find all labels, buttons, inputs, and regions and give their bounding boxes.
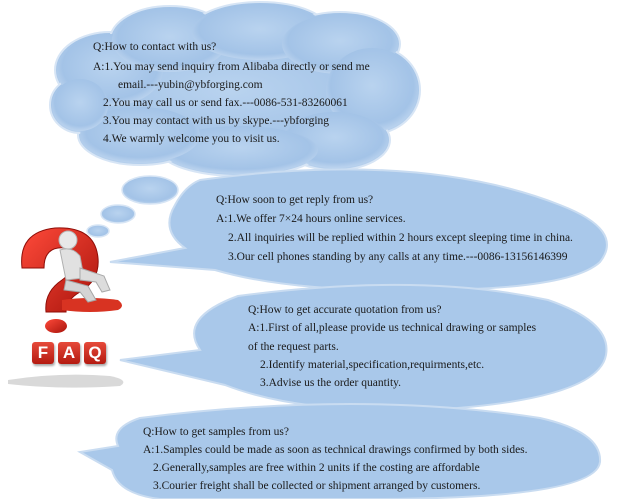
answer-contact-1b: email.---yubin@ybforging.com — [118, 79, 263, 91]
question-samples: Q:How to get samples from us? — [143, 426, 289, 438]
answer-quotation-1b: of the request parts. — [248, 341, 339, 353]
faq-letter-q: Q — [84, 342, 106, 364]
answer-samples-2: 2.Generally,samples are free within 2 units if the costing are affordable — [153, 462, 480, 474]
question-contact: Q:How to contact with us? — [93, 41, 217, 53]
answer-reply-1: A:1.We offer 7×24 hours online services. — [216, 213, 406, 225]
answer-contact-2: 2.You may call us or send fax.---0086-531-83260061 — [103, 97, 348, 109]
answer-reply-2: 2.All inquiries will be replied within 2 hours except sleeping time in china. — [228, 232, 573, 244]
question-mark-figure — [22, 228, 122, 333]
answer-contact-4: 4.We warmly welcome you to visit us. — [103, 133, 280, 145]
question-reply: Q:How soon to get reply from us? — [216, 194, 374, 206]
answer-quotation-3: 3.Advise us the order quantity. — [260, 377, 402, 389]
faq-shadow — [8, 375, 123, 388]
answer-contact-3: 3.You may contact with us by skype.---ybforging — [103, 115, 330, 127]
question-quotation: Q:How to get accurate quotation from us? — [248, 304, 442, 316]
faq-letter-f: F — [32, 342, 54, 364]
answer-contact-1: A:1.You may send inquiry from Alibaba directly or send me — [93, 61, 370, 73]
answer-quotation-2: 2.Identify material,specification,requirments,etc. — [260, 359, 485, 371]
speech-bubble-reply — [110, 169, 607, 290]
answer-samples-3: 3.Courier freight shall be collected or shipment arranged by customers. — [153, 480, 481, 492]
thought-dots — [87, 176, 178, 237]
answer-quotation-1: A:1.First of all,please provide us technical drawing or samples — [248, 322, 537, 334]
answer-reply-3: 3.Our cell phones standing by any calls at any time.---0086-13156146399 — [228, 251, 568, 263]
answer-samples-1: A:1.Samples could be made as soon as technical drawings confirmed by both sides. — [143, 444, 528, 456]
faq-letter-a: A — [58, 342, 80, 364]
